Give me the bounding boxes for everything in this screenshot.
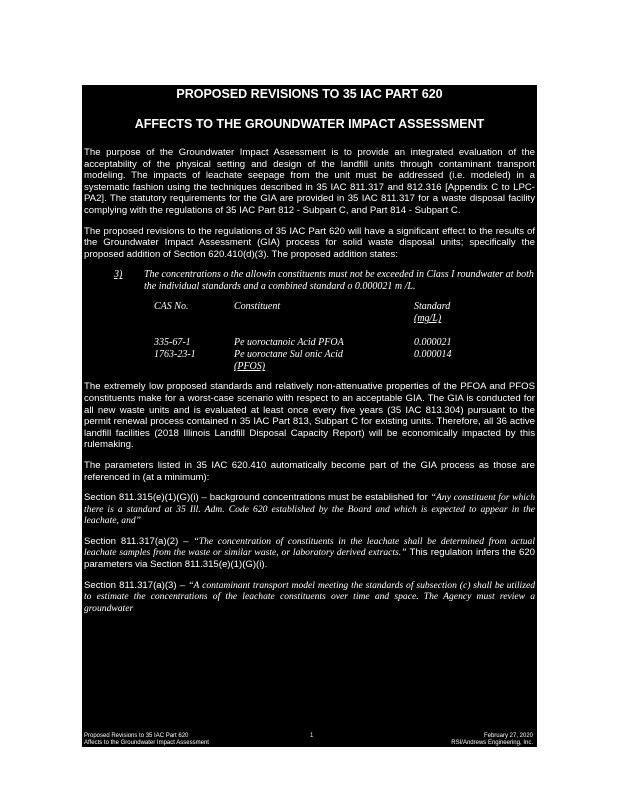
footer-company: RSI/Andrews Engineering, Inc. — [451, 740, 533, 746]
header-standard — [414, 301, 494, 325]
footer-left — [84, 733, 209, 747]
section-quote: “The concentration of constituents in the leachate shall be determined from actual leachate samples from the waste or similar waste, or laboratory derived extracts.” — [84, 535, 535, 559]
footer-right — [451, 733, 533, 747]
footer-doc-title: Proposed Revisions to 35 IAC Part 620 — [84, 733, 189, 739]
cell-constituent-name: Pe uoroctane Sul onic Acid — [234, 349, 343, 361]
section-quote: “A contaminant transport model meeting the standards of subsection (c) shall be utilized to estimate the concentrations of the leachate constituents over time and space. The Agency must review a groundwater — [84, 579, 536, 614]
paragraph-revisions: The proposed revisions to the regulations of 35 IAC Part 620 will have a significant effect to the results of the Groundwater Impact Assessment (GIA) process for solid waste disposal units; specifically the proposed addition of Section 620.410(d)(3). The proposed addition states: — [84, 225, 535, 260]
section-lead: Section 811.317(a)(3) – — [84, 579, 189, 591]
paragraph-purpose: The purpose of the Groundwater Impact Assessment is to provide an integrated evaluation of the acceptability of the physical setting and design of the landfill units through contaminant transport modeling. The impacts of leachate seepage from the unit must be addressed (i.e. modeled) in a systematic fashion using the techniques described in 35 IAC 811.317 and 812.316 [Appendix C to LPC-PA2]. The statutory requirements for the GIA are provided in 35 IAC 811.317 for a waste disposal facility complying with the regulations of 35 IAC Part 812 - Subpart C, and Part 814 - Subpart C. — [84, 147, 535, 216]
cell-constituent — [234, 349, 414, 373]
section-reference — [84, 580, 535, 615]
proposed-addition — [114, 269, 535, 293]
page-title: PROPOSED REVISIONS TO 35 IAC PART 620 — [176, 87, 443, 101]
cell-standard: 0.000021 — [414, 337, 452, 349]
cell-cas: 1763-23-1 — [154, 349, 196, 361]
header-standard-label: Standard — [414, 301, 451, 313]
table-row — [154, 349, 494, 373]
header-constituent: Constituent — [234, 301, 281, 313]
section-tail: This regulation infers the 620 parameters via Section 811.315(e)(1)(G)(i). — [84, 547, 536, 571]
page-subtitle: AFFECTS TO THE GROUNDWATER IMPACT ASSESSMENT — [134, 117, 485, 131]
proposal-text: The concentrations o the allowin constituents must not be exceeded in Class I roundwater at both the individual standards and a combined standard o 0.000021 m /L. — [144, 269, 534, 293]
cell-cas: 335-67-1 — [154, 337, 191, 349]
paragraph-parameters: The parameters listed in 35 IAC 620.410 automatically become part of the GIA process as those are referenced in (at a minimum): — [84, 459, 535, 483]
document-page — [82, 85, 537, 747]
footer-page-number: 1 — [310, 733, 314, 739]
table-row — [154, 337, 494, 349]
paragraph-impact: The extremely low proposed standards and relatively non-attenuative properties of the PFOA and PFOS constituents make for a worst-case scenario with respect to an acceptable GIA. The GIA is conducted for all new waste units and is evaluated at least once every five years (35 IAC 813.304) pursuant to the permit renewal process contained n 35 IAC Part 813, Subpart C for existing units. Therefore, all 36 active landfill facilities (2018 Illinois Landfill Disposal Capacity Report) will be economically impacted by this rulemaking. — [84, 381, 535, 451]
section-lead: Section 811.317(a)(2) – — [84, 535, 194, 547]
header-cas: CAS No. — [154, 301, 189, 313]
section-quote: “Any constituent for which there is a standard at 35 Ill. Adm. Code 620 established by the Board and which is expected to appear in the leachate, and” — [84, 492, 535, 527]
header-standard-unit: (mg/L) — [414, 313, 442, 325]
footer-date: February 27, 2020 — [483, 733, 533, 739]
section-reference — [84, 492, 535, 527]
section-reference — [84, 536, 535, 571]
footer-doc-subtitle: Affects to the Groundwater Impact Assessment — [84, 740, 209, 746]
proposal-number: 3) — [114, 269, 123, 281]
cell-constituent: Pe uoroctanoic Acid PFOA — [234, 337, 344, 349]
table-header-row — [154, 301, 494, 325]
cell-constituent-abbrev: (PFOS) — [234, 361, 266, 373]
document-body — [84, 147, 535, 623]
section-lead: Section 811.315(e)(1)(G)(i) – background concentrations must be established for — [84, 492, 431, 504]
constituent-table — [154, 301, 494, 373]
cell-standard: 0.000014 — [414, 349, 452, 361]
